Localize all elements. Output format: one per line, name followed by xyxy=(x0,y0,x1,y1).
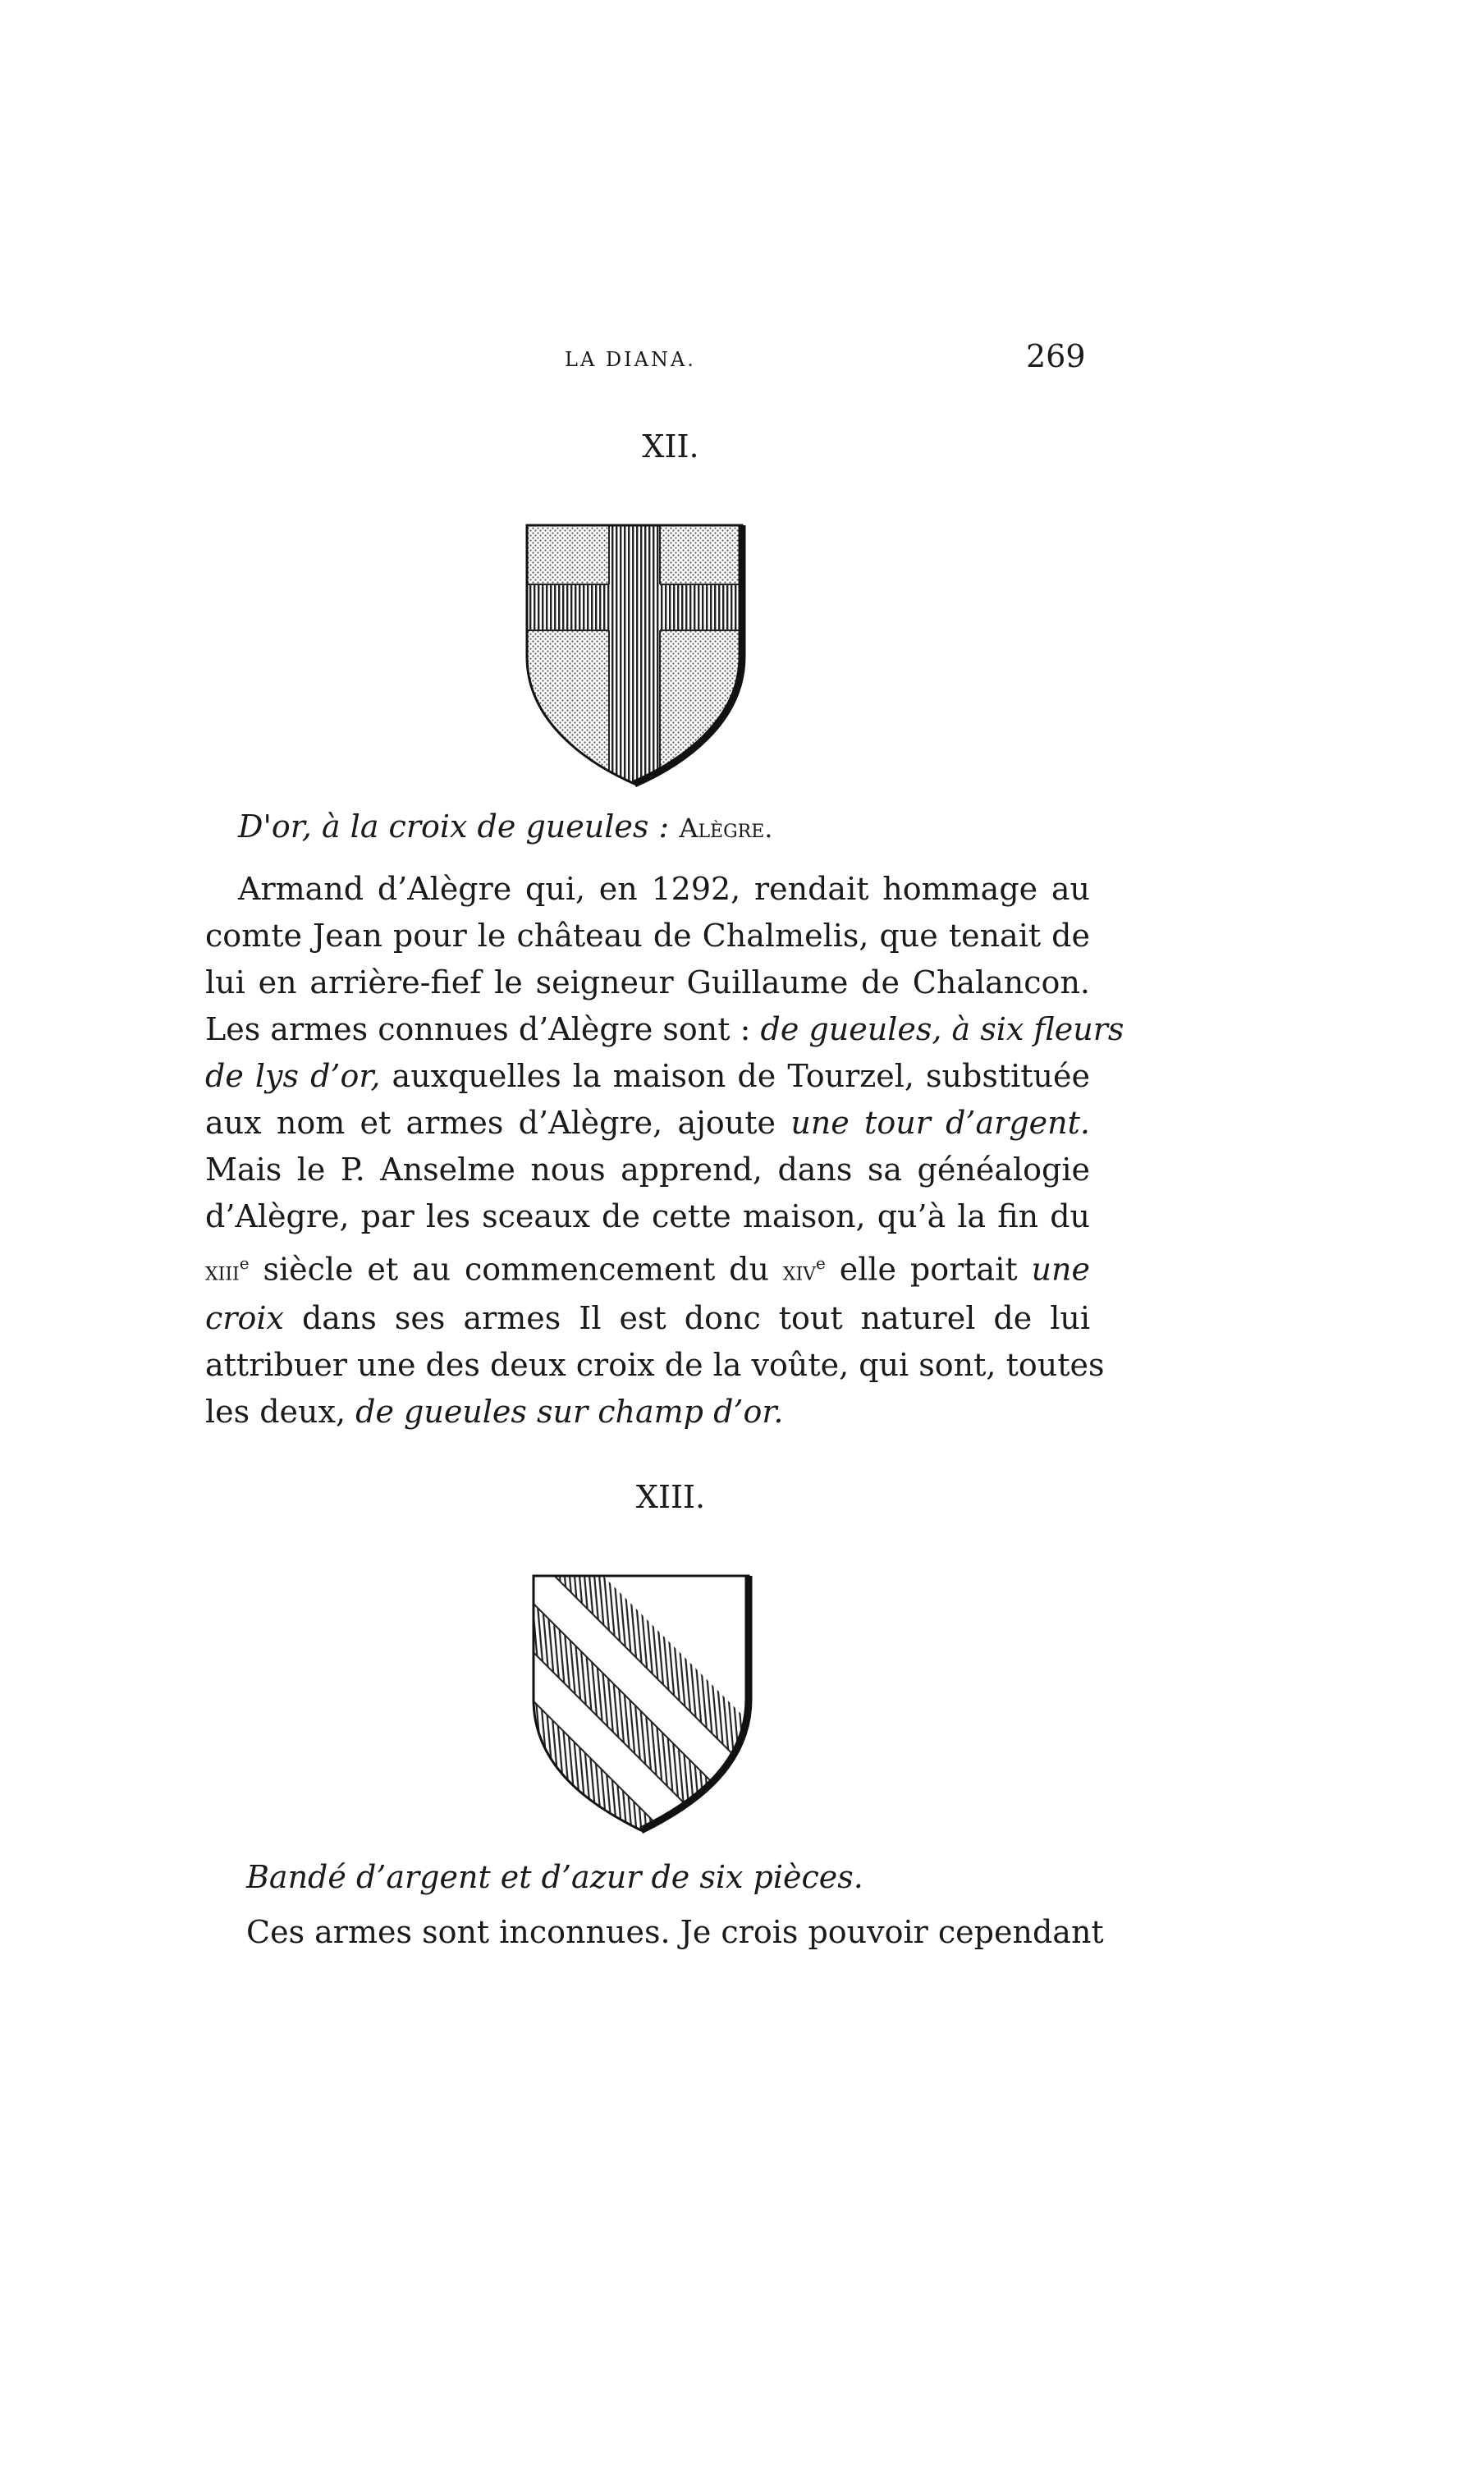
text-line xyxy=(205,1053,1090,1100)
text-run-italic: une tour d’argent. xyxy=(790,1105,1090,1141)
superscript: e xyxy=(239,1253,250,1273)
blazon-xiii: Bandé d’argent et d’azur de six pièces. xyxy=(246,1859,863,1895)
running-title: LA DIANA. xyxy=(565,348,696,371)
text-line: comte Jean pour le château de Chalmelis, que tenait de xyxy=(205,918,1090,954)
blazon-xii-text: D'or, à la croix de gueules : xyxy=(238,808,670,845)
shield-cross-icon xyxy=(517,517,755,788)
paragraph-xii xyxy=(205,866,1124,1436)
page-number: 269 xyxy=(1026,338,1086,374)
text-line xyxy=(205,1006,1124,1053)
blazon-xii-family: Alègre. xyxy=(679,813,773,844)
text-line: lui en arrière-fief le seigneur Guillaume de Chalancon. xyxy=(205,964,1090,1001)
text-line: d’Alègre, par les sceaux de cette maison, qu’à la fin du xyxy=(205,1198,1090,1234)
text-run: dans ses armes Il est donc tout naturel de lui xyxy=(301,1299,1090,1336)
text-run: siècle et au commencement du xyxy=(263,1251,769,1288)
section-numeral-xiii: XIII. xyxy=(635,1479,706,1515)
century-xiv: xiv xyxy=(782,1255,817,1287)
text-run: elle portait xyxy=(839,1251,1018,1288)
text-run: Les armes connues d’Alègre sont : xyxy=(205,1011,751,1047)
text-line: Armand d’Alègre qui, en 1292, rendait hommage au xyxy=(238,871,1090,907)
shield-bendy-icon xyxy=(525,1568,763,1838)
section-numeral-xii: XII. xyxy=(642,428,699,465)
text-line: attribuer une des deux croix de la voûte, qui sont, toutes xyxy=(205,1346,1105,1383)
superscript: e xyxy=(816,1253,826,1273)
blazon-xii xyxy=(238,808,772,845)
text-line xyxy=(205,1100,1090,1147)
paragraph-xiii-line: Ces armes sont inconnues. Je crois pouvoir cependant xyxy=(246,1914,1104,1950)
text-run-italic: de lys d’or, xyxy=(205,1058,381,1094)
text-run: aux nom et armes d’Alègre, ajoute xyxy=(205,1105,776,1141)
text-run: auxquelles la maison de Tourzel, substituée xyxy=(392,1058,1090,1094)
text-line xyxy=(205,1240,1090,1295)
text-line xyxy=(205,1295,1090,1342)
century-xiii: xiii xyxy=(205,1255,240,1287)
text-run-italic: de gueules, à six fleurs xyxy=(760,1011,1124,1047)
text-line xyxy=(205,1389,1090,1436)
text-run-italic: de gueules sur champ d’or. xyxy=(355,1393,784,1430)
text-run-italic: une xyxy=(1031,1251,1090,1288)
text-run-italic: croix xyxy=(205,1299,284,1336)
text-run: les deux, xyxy=(205,1393,346,1430)
text-line: Mais le P. Anselme nous apprend, dans sa généalogie xyxy=(205,1152,1090,1188)
